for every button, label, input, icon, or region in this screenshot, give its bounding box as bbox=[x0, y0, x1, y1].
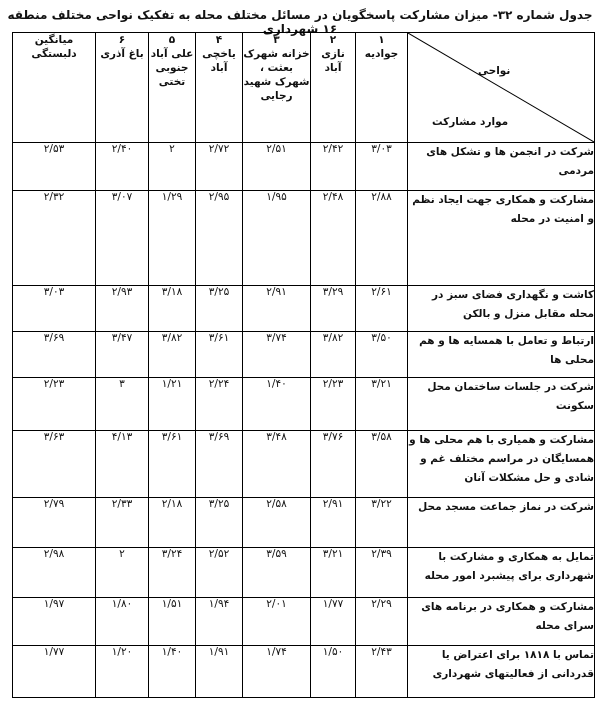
corner-label-items: موارد مشارکت bbox=[432, 116, 509, 128]
cell-value: ۳/۱۸ bbox=[149, 286, 196, 332]
table-row bbox=[13, 332, 595, 378]
column-header-1: ۱ جوادیه bbox=[356, 33, 408, 143]
cell-value: ۳/۰۷ bbox=[96, 191, 149, 286]
cell-value: ۳/۸۲ bbox=[311, 332, 356, 378]
table-row bbox=[13, 548, 595, 598]
table-row bbox=[13, 143, 595, 191]
row-label: تمایل به همکاری و مشارکت با شهرداری برای پیشبرد امور محله bbox=[408, 548, 595, 598]
cell-value: ۳/۲۱ bbox=[311, 548, 356, 598]
cell-value: ۲/۴۲ bbox=[311, 143, 356, 191]
cell-value: ۲/۴۰ bbox=[96, 143, 149, 191]
cell-value: ۲/۷۹ bbox=[13, 498, 96, 548]
cell-value: ۱/۲۱ bbox=[149, 378, 196, 431]
cell-value: ۲/۹۵ bbox=[196, 191, 243, 286]
cell-value: ۲ bbox=[96, 548, 149, 598]
cell-value: ۲/۵۱ bbox=[243, 143, 311, 191]
cell-value: ۱/۹۵ bbox=[243, 191, 311, 286]
row-label: شرکت در جلسات ساختمان محل سکونت bbox=[408, 378, 595, 431]
cell-value: ۳/۷۶ bbox=[311, 431, 356, 498]
row-label: کاشت و نگهداری فضای سبز در محله مقابل منزل و بالکن bbox=[408, 286, 595, 332]
cell-value: ۲/۰۱ bbox=[243, 598, 311, 646]
row-label: مشارکت و همیاری با هم محلی ها و همسایگان در مراسم مختلف غم و شادی و حل مشکلات آنان bbox=[408, 431, 595, 498]
cell-value: ۲/۷۲ bbox=[196, 143, 243, 191]
cell-value: ۱/۴۰ bbox=[243, 378, 311, 431]
participation-table bbox=[12, 32, 595, 698]
cell-value: ۳/۶۹ bbox=[13, 332, 96, 378]
cell-value: ۲/۱۸ bbox=[149, 498, 196, 548]
cell-value: ۳/۰۳ bbox=[356, 143, 408, 191]
cell-value: ۳/۰۳ bbox=[13, 286, 96, 332]
cell-value: ۲/۴۳ bbox=[356, 646, 408, 698]
column-header-6: ۶ باغ آذری bbox=[96, 33, 149, 143]
cell-value: ۳/۴۸ bbox=[243, 431, 311, 498]
cell-value: ۳/۲۵ bbox=[196, 498, 243, 548]
cell-value: ۱/۷۴ bbox=[243, 646, 311, 698]
cell-value: ۱/۷۷ bbox=[13, 646, 96, 698]
table-row bbox=[13, 646, 595, 698]
cell-value: ۲/۳۳ bbox=[96, 498, 149, 548]
cell-value: ۳/۶۱ bbox=[149, 431, 196, 498]
cell-value: ۲/۹۱ bbox=[311, 498, 356, 548]
row-label: مشارکت و همکاری جهت ایجاد نظم و امنیت در محله bbox=[408, 191, 595, 286]
column-header-2: ۲ نازی آباد bbox=[311, 33, 356, 143]
cell-value: ۲/۸۸ bbox=[356, 191, 408, 286]
row-label: شرکت در انجمن ها و تشکل های مردمی bbox=[408, 143, 595, 191]
table-row bbox=[13, 191, 595, 286]
cell-value: ۲/۳۹ bbox=[356, 548, 408, 598]
cell-value: ۲/۳۲ bbox=[13, 191, 96, 286]
row-label: تماس با ۱۸۱۸ برای اعتراض یا قدردانی از فعالیتهای شهرداری bbox=[408, 646, 595, 698]
cell-value: ۳/۶۹ bbox=[196, 431, 243, 498]
column-header-4: ۴ یاخچی آباد bbox=[196, 33, 243, 143]
cell-value: ۱/۹۱ bbox=[196, 646, 243, 698]
table-row bbox=[13, 286, 595, 332]
cell-value: ۳/۲۴ bbox=[149, 548, 196, 598]
cell-value: ۳/۲۵ bbox=[196, 286, 243, 332]
cell-value: ۳ bbox=[96, 378, 149, 431]
cell-value: ۴/۱۳ bbox=[96, 431, 149, 498]
header-row bbox=[13, 33, 595, 143]
cell-value: ۳/۲۲ bbox=[356, 498, 408, 548]
cell-value: ۲/۹۸ bbox=[13, 548, 96, 598]
table-row bbox=[13, 598, 595, 646]
table-title: جدول شماره ۳۲- میزان مشارکت پاسخگویان در مسائل مختلف محله به تفکیک نواحی مختلف منطقه ۱۶ شهرداری bbox=[7, 8, 593, 36]
cell-value: ۲/۵۳ bbox=[13, 143, 96, 191]
cell-value: ۱/۸۰ bbox=[96, 598, 149, 646]
cell-value: ۱/۵۰ bbox=[311, 646, 356, 698]
row-label: شرکت در نماز جماعت مسجد محل bbox=[408, 498, 595, 548]
cell-value: ۳/۸۲ bbox=[149, 332, 196, 378]
row-label: ارتباط و تعامل با همسایه ها و هم محلی ها bbox=[408, 332, 595, 378]
cell-value: ۱/۴۰ bbox=[149, 646, 196, 698]
cell-value: ۲/۹۱ bbox=[243, 286, 311, 332]
cell-value: ۳/۵۰ bbox=[356, 332, 408, 378]
corner-header-cell bbox=[408, 33, 595, 143]
cell-value: ۲/۲۳ bbox=[311, 378, 356, 431]
cell-value: ۳/۶۱ bbox=[196, 332, 243, 378]
column-header-3: ۳ خزانه شهرک بعثت ، شهرک شهید رجایی bbox=[243, 33, 311, 143]
cell-value: ۲/۲۴ bbox=[196, 378, 243, 431]
cell-value: ۳/۲۹ bbox=[311, 286, 356, 332]
cell-value: ۲/۲۹ bbox=[356, 598, 408, 646]
cell-value: ۱/۷۷ bbox=[311, 598, 356, 646]
cell-value: ۳/۲۱ bbox=[356, 378, 408, 431]
corner-label-regions: نواحی bbox=[478, 65, 511, 77]
cell-value: ۱/۹۴ bbox=[196, 598, 243, 646]
cell-value: ۳/۴۷ bbox=[96, 332, 149, 378]
row-label: مشارکت و همکاری در برنامه های سرای محله bbox=[408, 598, 595, 646]
cell-value: ۲/۲۳ bbox=[13, 378, 96, 431]
cell-value: ۱/۹۷ bbox=[13, 598, 96, 646]
cell-value: ۱/۵۱ bbox=[149, 598, 196, 646]
cell-value: ۲/۵۸ bbox=[243, 498, 311, 548]
cell-value: ۲/۶۱ bbox=[356, 286, 408, 332]
cell-value: ۲/۵۲ bbox=[196, 548, 243, 598]
table-row bbox=[13, 378, 595, 431]
cell-value: ۳/۵۸ bbox=[356, 431, 408, 498]
cell-value: ۲/۴۸ bbox=[311, 191, 356, 286]
cell-value: ۱/۲۰ bbox=[96, 646, 149, 698]
column-header-5: ۵ علی آباد جنوبی تختی bbox=[149, 33, 196, 143]
table-row bbox=[13, 431, 595, 498]
cell-value: ۲ bbox=[149, 143, 196, 191]
cell-value: ۳/۶۳ bbox=[13, 431, 96, 498]
cell-value: ۱/۲۹ bbox=[149, 191, 196, 286]
cell-value: ۳/۵۹ bbox=[243, 548, 311, 598]
table-row bbox=[13, 498, 595, 548]
cell-value: ۲/۹۳ bbox=[96, 286, 149, 332]
cell-value: ۳/۷۴ bbox=[243, 332, 311, 378]
column-header-average: میانگین دلبستگی bbox=[13, 33, 96, 143]
